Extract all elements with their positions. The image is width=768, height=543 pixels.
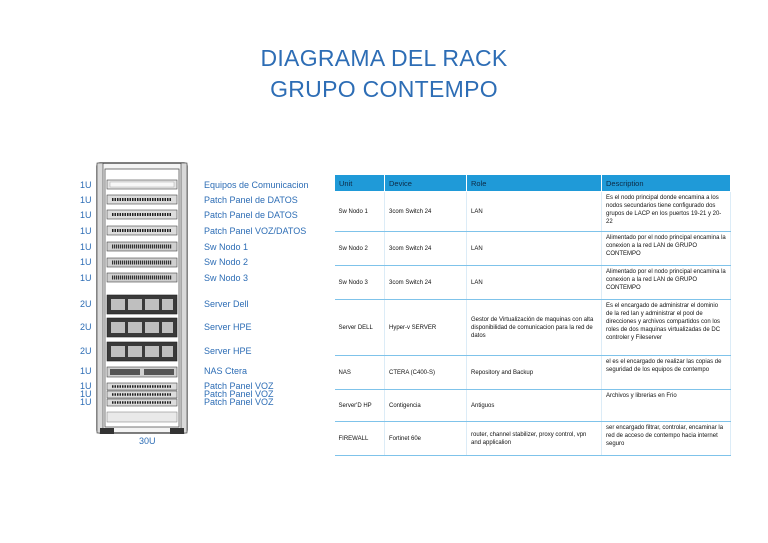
- unit-size: 1U: [80, 180, 92, 190]
- cell-unit: Server DELL: [335, 300, 385, 356]
- table-row: [335, 300, 731, 356]
- cell-unit: NAS: [335, 356, 385, 390]
- rack-device-label: Patch Panel VOZ: [204, 397, 274, 407]
- cell-role: LAN: [467, 232, 602, 266]
- cell-role: LAN: [467, 266, 602, 300]
- cell-device: Contigencia: [385, 390, 467, 422]
- rack-slot-patch-datos-1: [107, 195, 177, 204]
- rack-device-label: Sw Nodo 1: [204, 242, 249, 252]
- table-row: [335, 390, 731, 422]
- unit-size: 1U: [80, 273, 92, 283]
- unit-size: 1U: [80, 257, 92, 267]
- cell-device: 3com Switch 24: [385, 266, 467, 300]
- header-role: Role: [467, 175, 602, 192]
- rack-blank-panel: [107, 412, 177, 422]
- unit-size: 1U: [80, 195, 92, 205]
- rack-slot-nas-ctera: [107, 367, 177, 377]
- rack-slot-comm: [107, 180, 177, 189]
- rack-device-label: Patch Panel VOZ/DATOS: [204, 226, 307, 236]
- table-row: [335, 422, 731, 456]
- rack-slot-patch-datos-2: [107, 210, 177, 219]
- rack-device-label: Patch Panel de DATOS: [204, 210, 298, 220]
- rack-device-label: Patch Panel VOZ: [204, 389, 274, 399]
- rack-total-units: 30U: [139, 436, 156, 446]
- unit-size: 1U: [80, 389, 92, 399]
- rack-device-label: Equipos de Comunicacion: [204, 180, 309, 190]
- cell-role: Antiguos: [467, 390, 602, 422]
- rack-slot-sw-nodo-2: [107, 258, 177, 267]
- rack-slot-patch-voz-datos: [107, 226, 177, 235]
- header-unit: Unit: [335, 175, 385, 192]
- table-row: [335, 192, 731, 232]
- cell-description: Es el encargado de administrar el dominio de la red lan y administrar el pool de direcciones y archivos compartidos con los roles de dos maquinas virtualizadas de DC controler y Fileserver: [602, 300, 731, 356]
- diagram-title: DIAGRAMA DEL RACK: [260, 45, 508, 71]
- rack-foot-right: [170, 428, 184, 434]
- cell-description: Alimentado por el nodo principal encamina la conexion a la red LAN de GRUPO CONTEMPO: [602, 266, 731, 300]
- device-table: [334, 174, 731, 456]
- rack-device-label: Sw Nodo 2: [204, 257, 249, 267]
- rack-slot-sw-nodo-1: [107, 242, 177, 251]
- rack-slot-server-dell: [107, 295, 177, 314]
- rack-device-label: Patch Panel de DATOS: [204, 195, 298, 205]
- cell-unit: Sw Nodo 1: [335, 192, 385, 232]
- unit-size: 1U: [80, 366, 92, 376]
- cell-description: ser encargado filtrar, controlar, encaminar la red de acceso de contempo hacia internet seguro: [602, 422, 731, 456]
- cell-device: CTERA (C400-S): [385, 356, 467, 390]
- cell-unit: Server'D HP: [335, 390, 385, 422]
- unit-size: 2U: [80, 299, 92, 309]
- header-device: Device: [385, 175, 467, 192]
- rack-slot-sw-nodo-3: [107, 273, 177, 282]
- rack-slot-patch-voz: [107, 383, 177, 406]
- cell-role: router, channel stabilizer, proxy control, vpn and applicalion: [467, 422, 602, 456]
- cell-unit: Sw Nodo 3: [335, 266, 385, 300]
- rack-device-label: Sw Nodo 3: [204, 273, 249, 283]
- server-rack: [96, 162, 190, 436]
- rack-slot-server-hpe-2: [107, 342, 177, 361]
- rack-device-label: Patch Panel VOZ: [204, 381, 274, 391]
- unit-size: 1U: [80, 242, 92, 252]
- cell-unit: FIREWALL: [335, 422, 385, 456]
- table-row: [335, 266, 731, 300]
- cell-device: Fortinet 60e: [385, 422, 467, 456]
- header-description: Description: [602, 175, 731, 192]
- cell-description: Archivos y librerias en Frio: [602, 390, 731, 422]
- cell-device: Hyper-v SERVER: [385, 300, 467, 356]
- unit-size: 1U: [80, 397, 92, 407]
- rack-right-rail: [181, 163, 187, 433]
- table-row: [335, 232, 731, 266]
- cell-role: Repository and Backup: [467, 356, 602, 390]
- cell-description: Es el nodo principal donde encamina a los nodos secundarios tiene configurado dos grupos de LACP en los puertos 19-21 y 20-22: [602, 192, 731, 232]
- rack-device-label: Server HPE: [204, 346, 252, 356]
- diagram-subtitle: GRUPO CONTEMPO: [270, 76, 498, 102]
- unit-size: 1U: [80, 381, 92, 391]
- unit-size: 2U: [80, 346, 92, 356]
- cell-role: LAN: [467, 192, 602, 232]
- cell-unit: Sw Nodo 2: [335, 232, 385, 266]
- cell-description: Alimentado por el nodo principal encamina la conexion a la red LAN de GRUPO CONTEMPO: [602, 232, 731, 266]
- rack-slot-server-hpe-1: [107, 318, 177, 337]
- table-row: [335, 356, 731, 390]
- rack-device-label: Server Dell: [204, 299, 249, 309]
- unit-size: 1U: [80, 210, 92, 220]
- cell-description: el es el encargado de realizar las copias de seguridad de los equipos de contempo: [602, 356, 731, 390]
- table-header-row: [335, 175, 731, 192]
- rack-device-label: NAS Ctera: [204, 366, 248, 376]
- unit-size: 2U: [80, 322, 92, 332]
- rack-foot-left: [100, 428, 114, 434]
- cell-device: 3com Switch 24: [385, 232, 467, 266]
- cell-device: 3com Switch 24: [385, 192, 467, 232]
- rack-device-label: Server HPE: [204, 322, 252, 332]
- cell-role: Gestor de Virtualización de maquinas con alta disponibilidad de comunicacion para la red de datos: [467, 300, 602, 356]
- unit-size: 1U: [80, 226, 92, 236]
